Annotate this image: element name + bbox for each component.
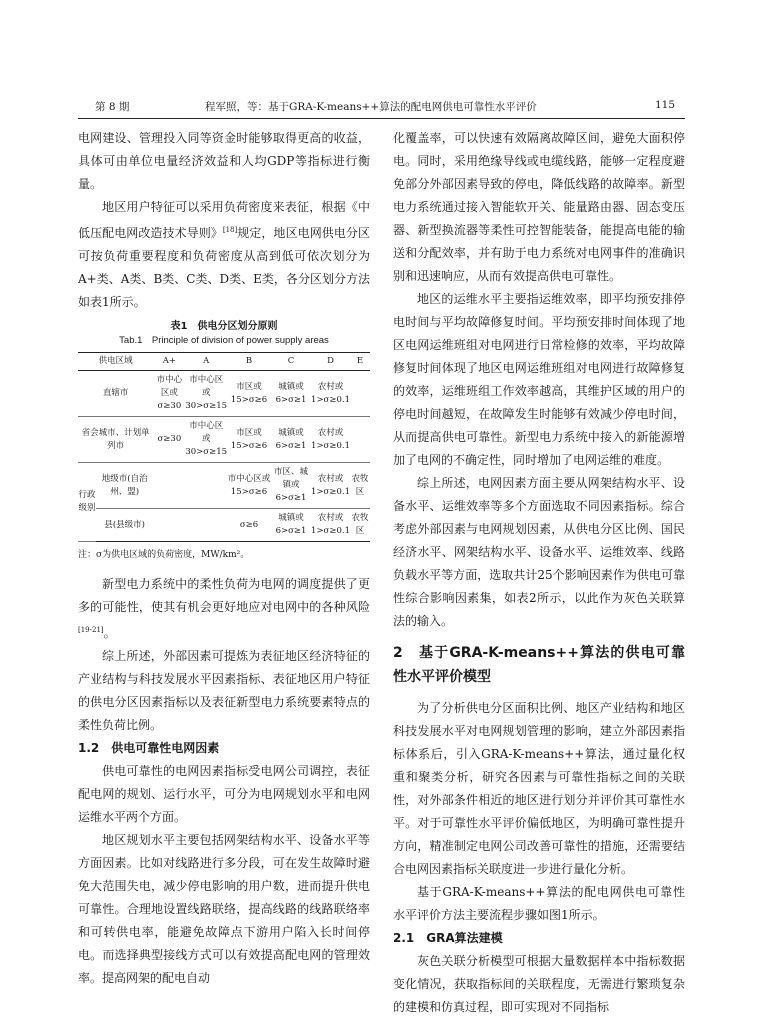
- paragraph: 化覆盖率，可以快速有效隔离故障区间，避免大面积停电。同时，采用绝缘导线或电缆线路，能够一定程度避免部分外部因素导致的停电，降低线路的故障率。新型电力系统通过接入智能软开关、能量路由器、固态变压器、新型换流器等柔性可控智能装备，能提高电能的输送和分配效率，并有助于电力系统对电网事件的准确识别和迅速响应，从而有效提高供电可靠性。: [393, 131, 685, 283]
- paragraph: 为了分析供电分区面积比例、地区产业结构和地区科技发展水平对电网规划管理的影响，建立外部因素指标体系后，引入GRA-K-means++算法，通过量化权重和聚类分析，研究各因素与可靠性指标之间的关联性，对外部条件相近的地区进行划分并评价其可靠性水平。对于可靠性水平评价偏低地区，为明确可靠性提升方向，精准制定电网公司改善可靠性的措施，还需要结合电网因素指标关联度进一步进行量化分析。: [393, 701, 685, 876]
- table-header-row: [78, 353, 370, 371]
- division-table: [78, 352, 370, 542]
- table-row: 行政级别 地级市(自治州、盟) 市中心区或15>σ≥6 市区、城镇或6>σ≥1 农村或1>σ≥0.1 农牧区: [78, 463, 370, 509]
- section-heading: 2.1 GRA算法建模: [393, 931, 503, 945]
- table-row: 省会城市、计划单列市 σ≥30 市中心区或30>σ≥15 市区或15>σ≥6 城镇或6>σ≥1 农村或1>σ≥0.1: [78, 417, 370, 463]
- column-header: 供电区域: [78, 353, 153, 371]
- header-rule: [78, 118, 685, 119]
- issue-number: 第 8 期: [95, 101, 130, 113]
- section-heading: 1.2 供电可靠性电网因素: [78, 741, 220, 755]
- citation: [18]: [222, 226, 238, 234]
- table-row: 县(县级市) σ≥6 城镇或6>σ≥1 农村或1>σ≥0.1 农牧区: [78, 509, 370, 542]
- table-note: 注：σ为供电区域的负荷密度，MW/km²。: [78, 550, 250, 560]
- paragraph: 地区的运维水平主要指运维效率，即平均预安排停电时间与平均故障修复时间。平均预安排时间体现了地区电网运维班组对电网进行日常检修的效率，平均故障修复时间体现了地区电网运维班组对电网进行故障修复的效率，运维班组工作效率越高，其维护区域的用户的停电时间越短，在故障发生时能够有效减少停电时间，从而提高供电可靠性。新型电力系统中接入的新能源增加了电网的不确定性，同时增加了电网运维的难度。: [393, 292, 685, 467]
- left-column: [78, 127, 370, 990]
- column-header: A: [185, 353, 227, 371]
- table-caption: 表1 供电分区划分原则: [170, 321, 278, 332]
- group-label: 行政级别: [78, 463, 96, 542]
- column-header: D: [311, 353, 350, 371]
- paragraph: 综上所述，外部因素可提炼为表征地区经济特征的产业结构与科技发展水平因素指标、表征地区用户特征的供电分区因素指标以及表征新型电力系统要素特点的柔性负荷比例。: [78, 649, 370, 732]
- running-title: 程军照，等：基于GRA-K-means++算法的配电网供电可靠性水平评价: [205, 101, 537, 113]
- table-1: [78, 320, 370, 563]
- table-caption-en: Tab.1 Principle of division of power supply areas: [119, 335, 329, 346]
- paragraph: 供电可靠性的电网因素指标受电网公司调控，表征配电网的规划、运行水平，可分为电网规划水平和电网运维水平两个方面。: [78, 764, 370, 824]
- table-row: 直辖市 市中心区或σ≥30 市中心区或30>σ≥15 市区或15>σ≥6 城镇或6>σ≥1 农村或1>σ≥0.1: [78, 371, 370, 417]
- column-header: B: [227, 353, 271, 371]
- column-header: C: [271, 353, 311, 371]
- paragraph: 地区规划水平主要包括网架结构水平、设备水平等方面因素。比如对线路进行多分段，可在发生故障时避免大范围失电，减少停电影响的用户数，进而提升供电可靠性。合理地设置线路联络，提高线路的线路联络率和可转供电率，能避免故障点下游用户陷入长时间停电。而选择典型接线方式可以有效提高配电网的管理效率。提高网架的配电自动: [78, 833, 370, 985]
- page-number: 115: [655, 99, 676, 111]
- column-header: A+: [153, 353, 185, 371]
- paragraph: 新型电力系统中的柔性负荷为电网的调度提供了更多的可能性，使其有机会更好地应对电网中的各种风险[19-21]。: [78, 577, 370, 640]
- paragraph: 电网建设、管理投入同等资金时能够取得更高的收益，具体可由单位电量经济效益和人均GDP等指标进行衡量。: [78, 131, 370, 191]
- paragraph: 地区用户特征可以采用负荷密度来表征，根据《中低压配电网改造技术导则》[18]规定，地区电网供电分区可按负荷重要程度和负荷密度从高到低可依次划分为A+类、A类、B类、C类、D类、E类，各分区划分方法如表1所示。: [78, 200, 370, 309]
- paragraph: 基于GRA-K-means++算法的配电网供电可靠性水平评价方法主要流程步骤如图1所示。: [393, 885, 685, 922]
- paragraph: 综上所述，电网因素方面主要从网架结构水平、设备水平、运维效率等多个方面选取不同因素指标。综合考虑外部因素与电网规划因素，从供电分区比例、国民经济水平、网架结构水平、设备水平、运维效率、线路负载水平等方面，选取共计25个影响因素作为供电可靠性综合影响因素集，如表2所示，以此作为灰色关联算法的输入。: [393, 476, 685, 628]
- citation: [19-21]: [78, 626, 104, 634]
- section-heading: 2 基于GRA-K-means++算法的供电可靠性水平评价模型: [393, 645, 685, 685]
- paragraph: 灰色关联分析模型可根据大量数据样本中指标数据变化情况，获取指标间的关联程度，无需进行繁琐复杂的建模和仿真过程，即可实现对不同指标: [393, 954, 685, 1014]
- column-header: E: [350, 353, 370, 371]
- right-column: [393, 127, 685, 1019]
